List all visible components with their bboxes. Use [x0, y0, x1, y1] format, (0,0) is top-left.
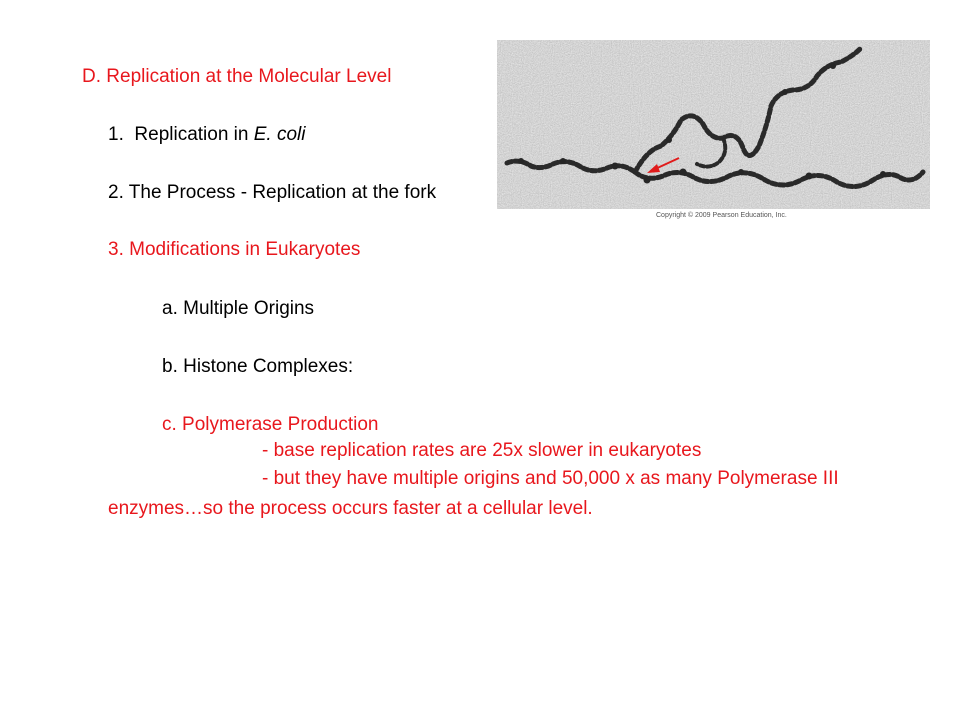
subitem-c: c. Polymerase Production [162, 414, 379, 435]
slide-heading: D. Replication at the Molecular Level [82, 66, 392, 87]
organism-name: E. coli [253, 124, 306, 145]
replication-fork-micrograph [497, 40, 930, 209]
outline-item-1-text: 1. Replication in [108, 124, 254, 145]
outline-item-3: 3. Modifications in Eukaryotes [108, 239, 361, 260]
subitem-a: a. Multiple Origins [162, 298, 315, 319]
outline-item-1 [108, 124, 306, 146]
detail-rate: - base replication rates are 25x slower in eukaryotes [262, 440, 702, 461]
image-copyright: Copyright © 2009 Pearson Education, Inc. [656, 212, 787, 219]
outline-item-2: 2. The Process - Replication at the fork [108, 182, 437, 203]
detail-origins-continued: enzymes…so the process occurs faster at a cellular level. [108, 498, 593, 519]
detail-origins: - but they have multiple origins and 50,000 x as many Polymerase III [262, 468, 839, 489]
subitem-b: b. Histone Complexes: [162, 356, 354, 377]
